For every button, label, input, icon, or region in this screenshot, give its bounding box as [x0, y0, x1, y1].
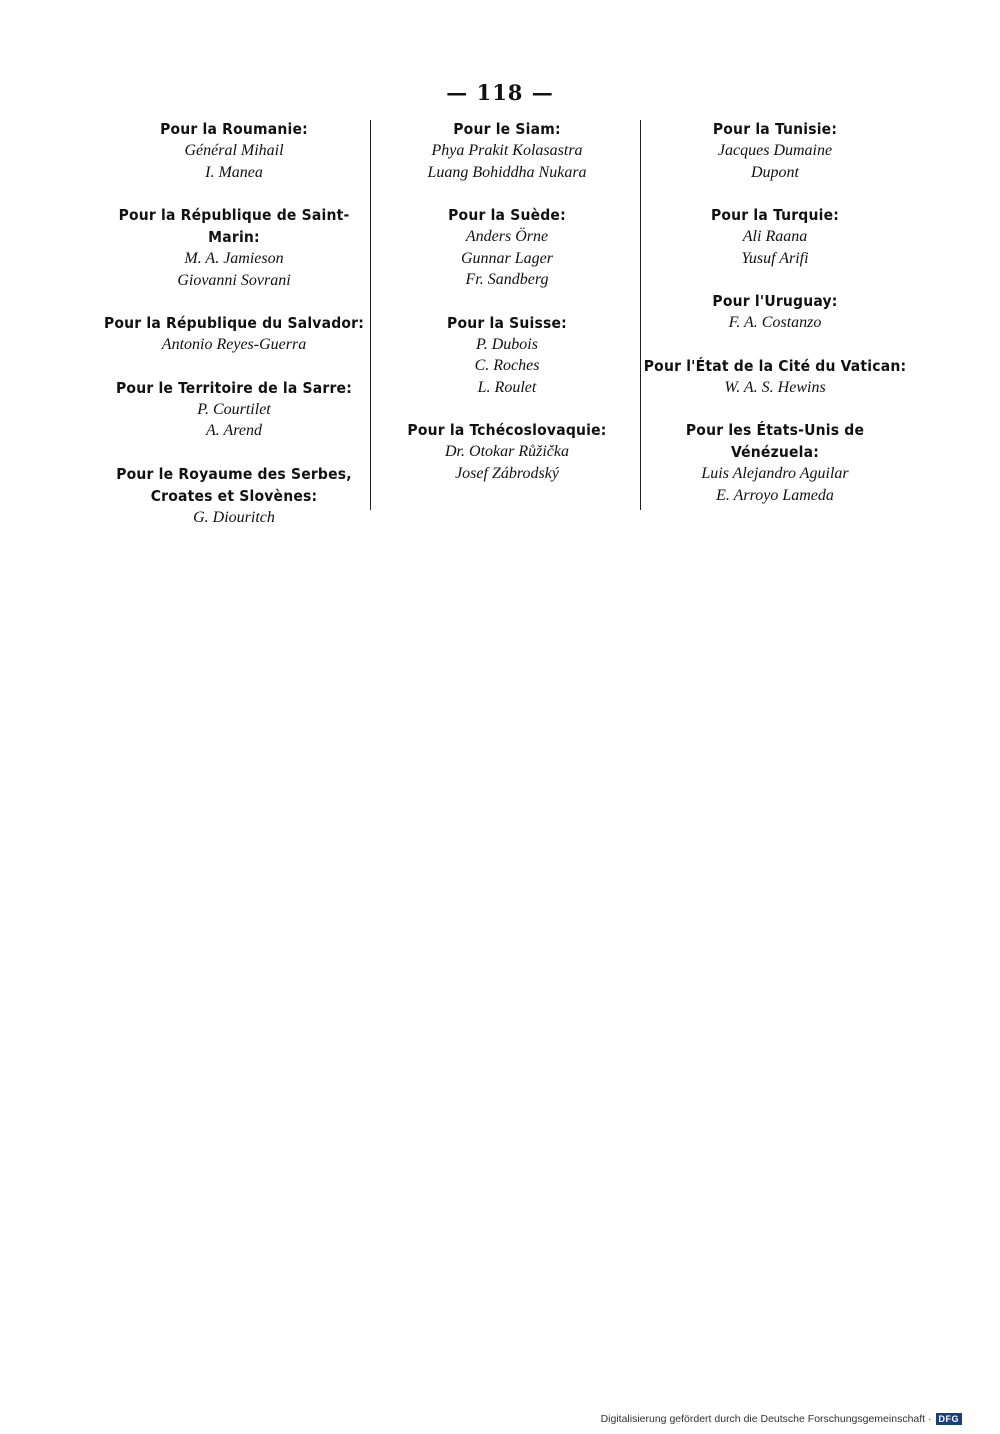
country-heading: Pour la Roumanie: [160, 120, 308, 138]
signatory-block [374, 312, 640, 399]
signatory-name: Luang Bohiddha Nukara [427, 163, 587, 181]
signatory-block [374, 118, 640, 183]
country-heading: Pour l'Uruguay: [712, 292, 838, 310]
country-heading: Pour la Tchécoslovaquie: [407, 421, 607, 439]
country-heading: Pour l'État de la Cité du Vatican: [643, 356, 907, 375]
signatory-name: Général Mihail [184, 142, 284, 159]
signatory-name: E. Arroyo Lameda [716, 486, 834, 504]
country-heading: Pour la République du Salvador: [103, 314, 365, 332]
signatory-name: Yusuf Arifi [741, 249, 809, 267]
signatory-name: P. Dubois [476, 335, 538, 353]
country-heading: Pour les États-Unis de Vénézuela: [685, 421, 865, 461]
signatory-name: L. Roulet [477, 378, 537, 396]
dfg-logo: DFG [936, 1413, 963, 1425]
country-heading: Pour la Tunisie: [712, 120, 838, 138]
signatory-name: I. Manea [205, 163, 263, 181]
signatory-block [374, 204, 640, 291]
signatory-block [642, 204, 908, 269]
footer-text: Digitalisierung gefördert durch die Deutsche Forschungsgemeinschaft · [600, 1413, 932, 1425]
signatory-name: P. Courtilet [197, 400, 271, 418]
signatures-column-1 [96, 118, 372, 549]
signatory-block [642, 355, 908, 399]
signatory-block [96, 377, 372, 442]
signatory-name: Gunnar Lager [460, 249, 553, 267]
column-divider [640, 120, 641, 510]
signatory-name: Phya Prakit Kolasastra [431, 142, 583, 159]
signatory-name: Anders Örne [465, 228, 549, 245]
signatory-name: W. A. S. Hewins [724, 378, 826, 396]
signatory-name: Dr. Otokar Růžička [445, 443, 569, 460]
signatory-name: Fr. Sandberg [465, 271, 549, 288]
signatory-name: Giovanni Sovrani [177, 271, 291, 289]
page-number: — 118 — [446, 80, 554, 105]
signatory-block [96, 463, 372, 529]
country-heading: Pour la Suède: [448, 206, 566, 224]
signatory-block [642, 290, 908, 334]
signatures-column-2 [374, 118, 640, 505]
signatory-block [96, 204, 372, 291]
signatory-block [96, 312, 372, 356]
signatory-name: Josef Zábrodský [455, 464, 559, 482]
country-heading: Pour le Royaume des Serbes, Croates et Slovènes: [116, 464, 352, 505]
signatory-block [642, 419, 908, 506]
signatory-name: Luis Alejandro Aguilar [701, 465, 849, 482]
digitization-footer [601, 1413, 962, 1425]
signatory-name: F. A. Costanzo [728, 314, 822, 331]
signatory-block [374, 419, 640, 484]
signatory-block [96, 118, 372, 183]
signatory-name: Dupont [751, 163, 799, 181]
signatory-name: Jacques Dumaine [717, 142, 833, 159]
country-heading: Pour la Suisse: [447, 313, 567, 332]
country-heading: Pour la République de Saint-Marin: [118, 206, 350, 246]
country-heading: Pour le Siam: [453, 120, 561, 138]
signatory-name: Antonio Reyes-Guerra [161, 336, 307, 353]
signatory-block [642, 118, 908, 183]
signatures-column-3 [642, 118, 908, 527]
signatory-name: C. Roches [474, 357, 540, 374]
signatory-name: G. Diouritch [193, 508, 275, 526]
signatory-name: A. Arend [206, 422, 262, 439]
country-heading: Pour la Turquie: [710, 206, 840, 224]
signatory-name: Ali Raana [742, 228, 808, 245]
country-heading: Pour le Territoire de la Sarre: [116, 378, 352, 397]
signatory-name: M. A. Jamieson [184, 250, 284, 267]
